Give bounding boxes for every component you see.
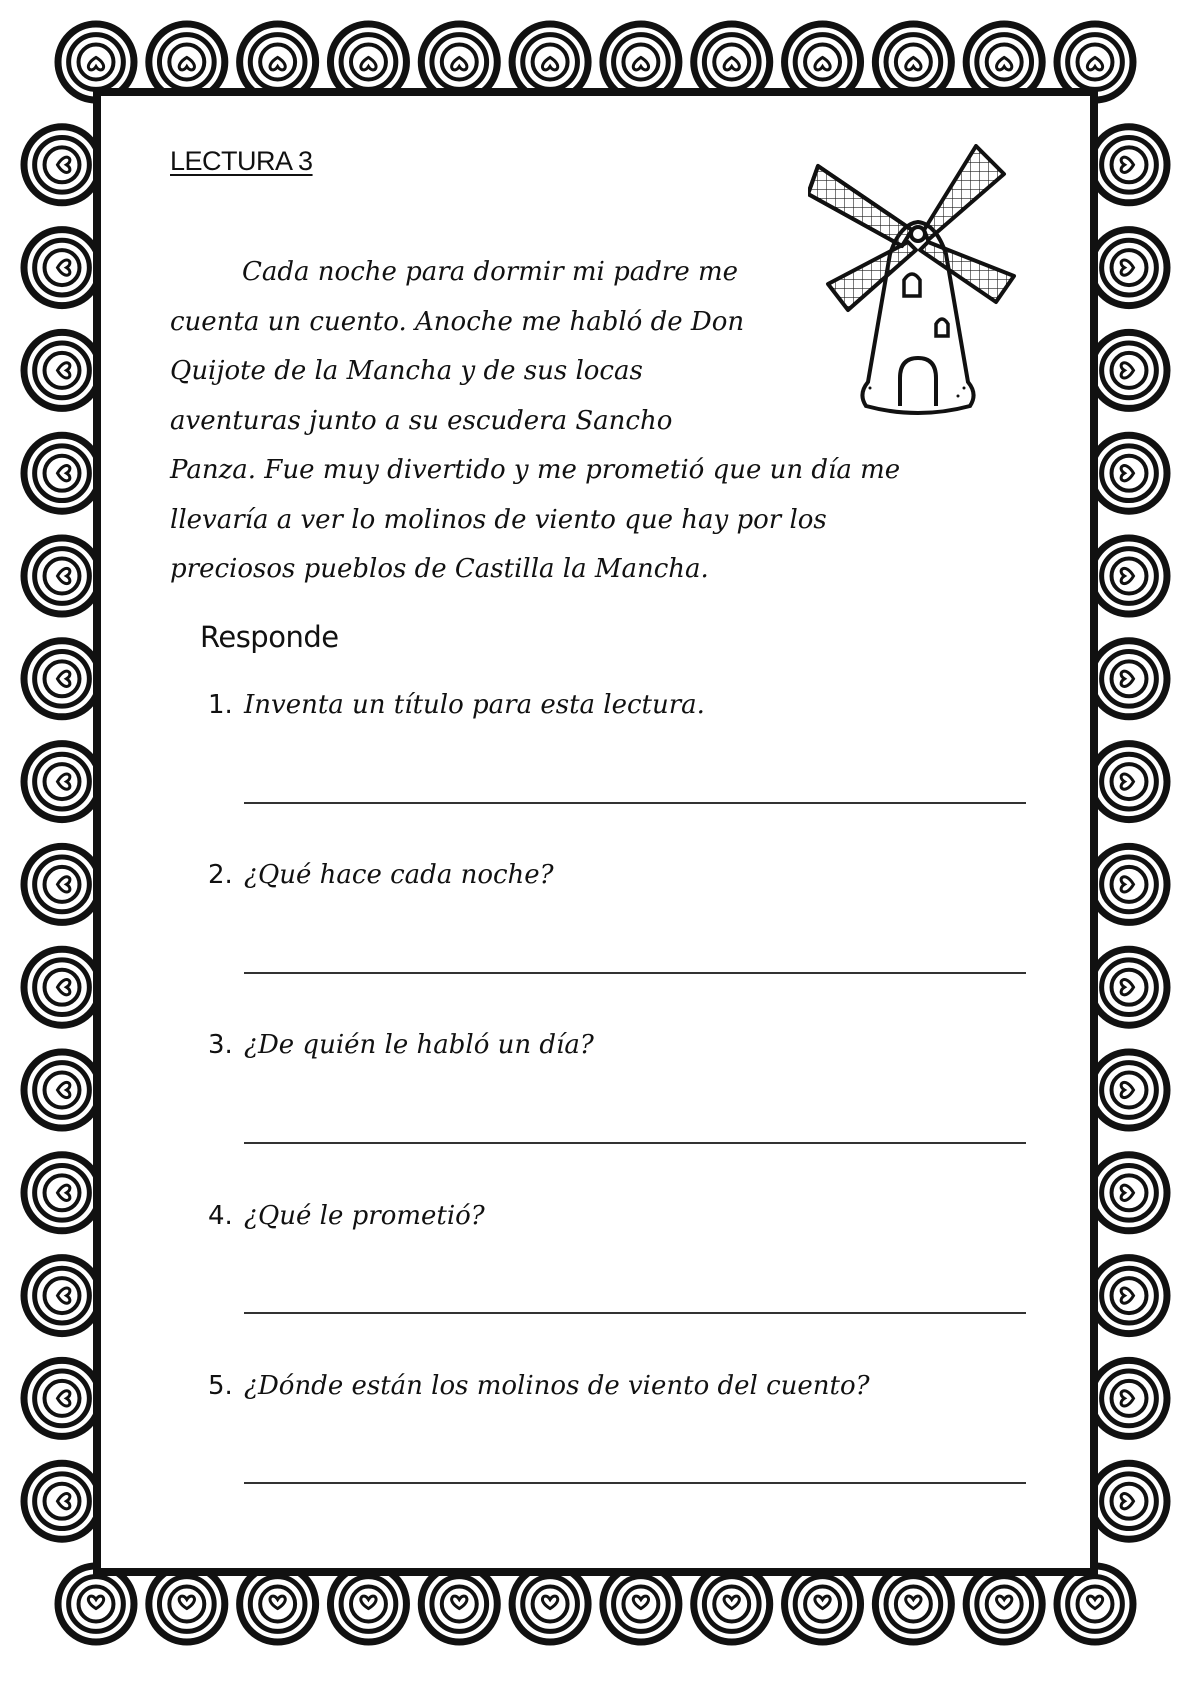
border-scallop [330,1566,406,1642]
section-heading: Responde [200,620,339,654]
border-scallop [24,1360,100,1436]
border-scallop [1091,538,1167,614]
border-scallop [1091,949,1167,1025]
border-scallop [1091,230,1167,306]
answer-line-5[interactable] [244,1482,1026,1484]
windmill-icon [808,144,1028,424]
question-text: ¿Qué hace cada noche? [244,860,554,890]
border-scallop [1091,744,1167,820]
border-scallop [1091,1463,1167,1539]
reading-title: LECTURA 3 [170,146,313,176]
border-scallop [24,1155,100,1231]
reading-passage [170,248,900,595]
border-scallop [1091,846,1167,922]
question-3 [208,1030,1028,1060]
question-number: 1. [208,690,233,720]
question-5 [208,1371,1028,1401]
border-scallop [240,1566,316,1642]
border-scallop [1091,435,1167,511]
passage-line: Panza. Fue muy divertido y me prometió que un día me [170,455,901,485]
question-number: 2. [208,860,233,890]
border-scallop [1091,1052,1167,1128]
border-scallop [58,1566,134,1642]
border-scallop [24,538,100,614]
question-number: 3. [208,1030,233,1060]
border-scallop [24,127,100,203]
border-scallop [785,1566,861,1642]
passage-line: Quijote de la Mancha y de sus locas [170,356,643,386]
question-text: ¿Qué le prometió? [244,1201,485,1231]
passage-line: aventuras junto a su escudera Sancho [170,405,673,436]
border-scallop [24,846,100,922]
border-scallop [24,1052,100,1128]
border-scallop [694,1566,770,1642]
question-text: ¿De quién le habló un día? [244,1030,594,1060]
answer-line-4[interactable] [244,1312,1026,1314]
passage-line: preciosos pueblos de Castilla la Mancha. [170,554,709,584]
border-scallop [24,1463,100,1539]
question-2 [208,860,1028,890]
answer-line-1[interactable] [244,802,1026,804]
question-4 [208,1201,1028,1231]
passage-line: Cada noche para dormir mi padre me [242,257,739,287]
question-text: ¿Dónde están los molinos de viento del cuento? [244,1371,870,1401]
border-scallop [24,1258,100,1334]
border-scallop [24,435,100,511]
answer-line-3[interactable] [244,1142,1026,1144]
border-scallop [1091,1155,1167,1231]
border-scallop [24,641,100,717]
question-1 [208,690,1028,720]
border-scallop [1091,127,1167,203]
border-scallop [966,1566,1042,1642]
question-number: 4. [208,1201,233,1231]
border-scallop [24,332,100,408]
border-scallop [1057,1566,1133,1642]
border-scallop [875,1566,951,1642]
question-number: 5. [208,1371,233,1401]
border-scallop [603,1566,679,1642]
border-scallop [1091,1258,1167,1334]
border-scallop [24,230,100,306]
question-text: Inventa un título para esta lectura. [244,690,705,720]
passage-line: cuenta un cuento. Anoche me habló de Don [170,306,745,337]
border-scallop [24,949,100,1025]
border-scallop [421,1566,497,1642]
answer-line-2[interactable] [244,972,1026,974]
passage-line: llevaría a ver lo molinos de viento que hay por los [170,504,827,535]
border-scallop [1091,641,1167,717]
border-scallop [149,1566,225,1642]
border-scallop [1091,332,1167,408]
border-scallop [512,1566,588,1642]
border-scallop [1091,1360,1167,1436]
border-scallop [24,744,100,820]
